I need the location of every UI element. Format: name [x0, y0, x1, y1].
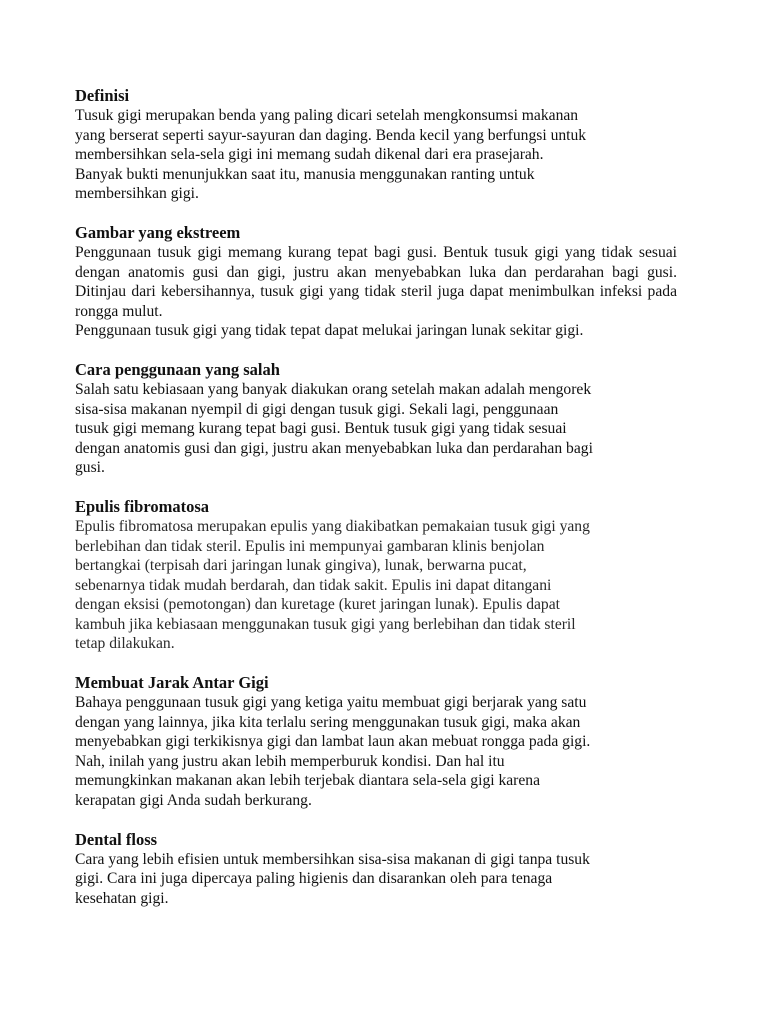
text-line: sebenarnya tidak mudah berdarah, dan tidak sakit. Epulis ini dapat ditangani	[75, 576, 552, 594]
text-line: tetap dilakukan.	[75, 635, 175, 653]
text-line: kesehatan gigi.	[75, 889, 169, 907]
section-body	[75, 850, 677, 909]
section-dental-floss	[75, 830, 677, 909]
text-line: menyebabkan gigi terkikisnya gigi dan lambat laun akan mebuat rongga pada gigi.	[75, 733, 591, 751]
section-body	[75, 517, 677, 654]
text-line: Cara yang lebih efisien untuk membersihkan sisa-sisa makanan di gigi tanpa tusuk	[75, 850, 590, 868]
section-definisi	[75, 86, 677, 204]
section-body-paragraph-1: Penggunaan tusuk gigi memang kurang tepat bagi gusi. Bentuk tusuk gigi yang tidak sesuai dengan anatomis gusi dan gigi, justru akan menyebabkan luka dan perdarahan bagi gusi. Ditinjau dari kebersihannya, tusuk gigi yang tidak steril juga dapat menimbulkan infeksi pada rongga mulut.	[75, 243, 677, 320]
text-line: tusuk gigi memang kurang tepat bagi gusi. Bentuk tusuk gigi yang tidak sesuai	[75, 420, 567, 438]
text-line: berlebihan dan tidak steril. Epulis ini mempunyai gambaran klinis benjolan	[75, 537, 545, 555]
text-line: dengan eksisi (pemotongan) dan kuretage (kuret jaringan lunak). Epulis dapat	[75, 596, 560, 614]
text-line: dengan yang lainnya, jika kita terlalu sering menggunakan tusuk gigi, maka akan	[75, 713, 581, 731]
text-line: dengan anatomis gusi dan gigi, justru akan menyebabkan luka dan perdarahan bagi	[75, 439, 593, 457]
section-gambar-yang-ekstreem	[75, 223, 677, 341]
text-line: Epulis fibromatosa merupakan epulis yang diakibatkan pemakaian tusuk gigi yang	[75, 517, 590, 535]
section-body	[75, 693, 677, 811]
text-line: bertangkai (terpisah dari jaringan lunak gingiva), lunak, berwarna pucat,	[75, 557, 527, 575]
text-line: Nah, inilah yang justru akan lebih memperburuk kondisi. Dan hal itu	[75, 752, 505, 770]
text-line: kambuh jika kebiasaan menggunakan tusuk gigi yang berlebihan dan tidak steril	[75, 615, 576, 633]
text-line: membersihkan gigi.	[75, 185, 199, 203]
text-line: Tusuk gigi merupakan benda yang paling dicari setelah mengkonsumsi makanan	[75, 107, 579, 124]
text-line: gusi.	[75, 459, 105, 477]
text-line: Banyak bukti menunjukkan saat itu, manusia menggunakan ranting untuk	[75, 165, 535, 183]
document-page	[75, 86, 677, 927]
section-title: Cara penggunaan yang salah	[75, 359, 280, 379]
section-title: Epulis fibromatosa	[75, 496, 210, 516]
text-line: Salah satu kebiasaan yang banyak diakukan orang setelah makan adalah mengorek	[75, 380, 592, 398]
section-title: Gambar yang ekstreem	[75, 222, 241, 242]
text-line: kerapatan gigi Anda sudah berkurang.	[75, 792, 312, 810]
text-line: yang berserat seperti sayur-sayuran dan daging. Benda kecil yang berfungsi untuk	[75, 126, 587, 144]
section-title: Membuat Jarak Antar Gigi	[75, 673, 269, 693]
section-title: Definisi	[75, 86, 130, 105]
section-membuat-jarak-antar-gigi	[75, 673, 677, 811]
section-body-paragraph-2: Penggunaan tusuk gigi yang tidak tepat dapat melukai jaringan lunak sekitar gigi.	[75, 322, 584, 340]
section-body	[75, 106, 677, 204]
text-line: sisa-sisa makanan nyempil di gigi dengan tusuk gigi. Sekali lagi, penggunaan	[75, 400, 559, 418]
text-line: memungkinkan makanan akan lebih terjebak diantara sela-sela gigi karena	[75, 772, 541, 790]
text-line: gigi. Cara ini juga dipercaya paling higienis dan disarankan oleh para tenaga	[75, 870, 553, 888]
section-epulis-fibromatosa	[75, 497, 677, 654]
section-title: Dental floss	[75, 829, 158, 849]
section-body	[75, 380, 677, 478]
text-line: membersihkan sela-sela gigi ini memang sudah dikenal dari era prasejarah.	[75, 146, 544, 164]
text-line: Bahaya penggunaan tusuk gigi yang ketiga yaitu membuat gigi berjarak yang satu	[75, 694, 587, 712]
section-cara-penggunaan-yang-salah	[75, 360, 677, 478]
